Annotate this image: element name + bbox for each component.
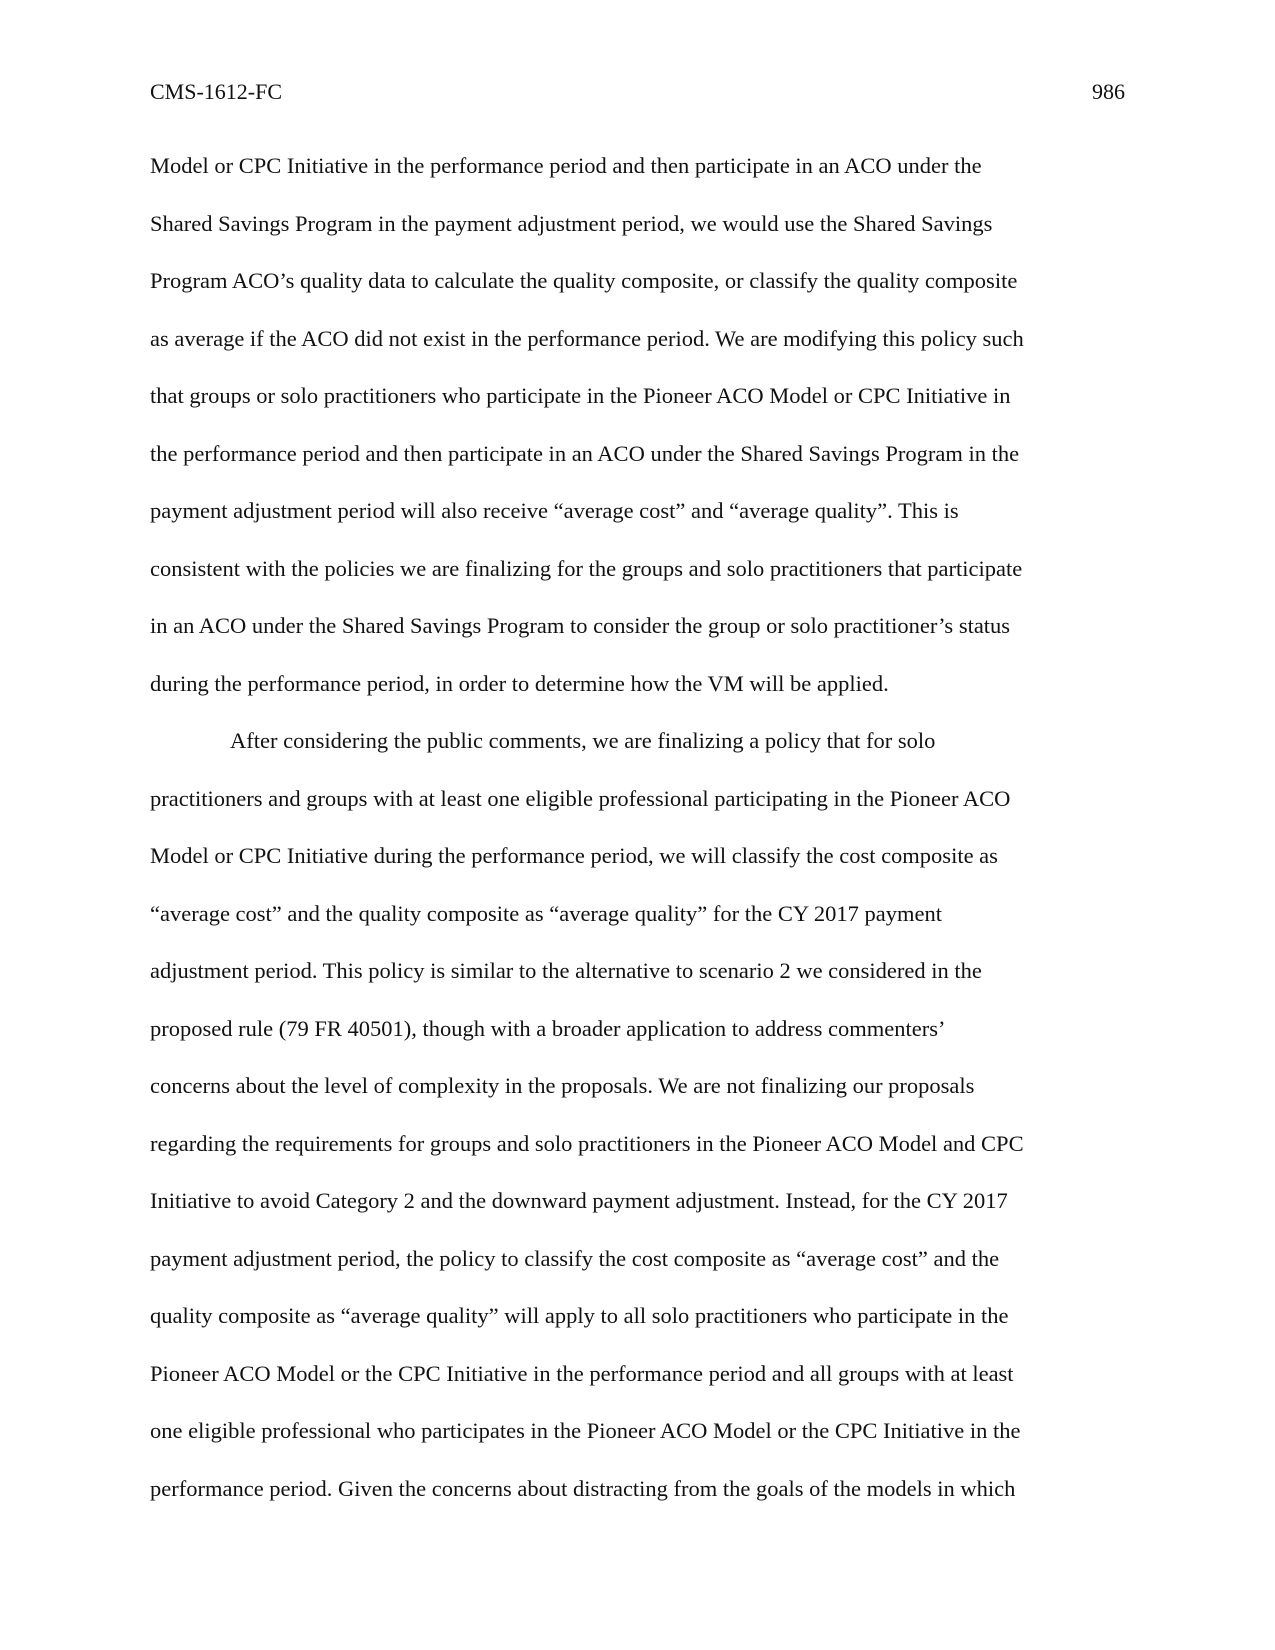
text-line: Model or CPC Initiative in the performance period and then participate in an ACO under the [150,153,982,178]
text-line: that groups or solo practitioners who participate in the Pioneer ACO Model or CPC Initiative in [150,383,1011,408]
text-line: performance period. Given the concerns about distracting from the goals of the models in which [150,1475,1016,1501]
text-line: Initiative to avoid Category 2 and the downward payment adjustment. Instead, for the CY 2017 [150,1188,1008,1213]
text-line: quality composite as “average quality” will apply to all solo practitioners who participate in the [150,1303,1009,1328]
text-line: regarding the requirements for groups and solo practitioners in the Pioneer ACO Model and CPC [150,1130,1024,1156]
page-header [150,72,1125,112]
text-line: Program ACO’s quality data to calculate the quality composite, or classify the quality composite [150,268,1018,293]
text-line: in an ACO under the Shared Savings Program to consider the group or solo practitioner’s status [150,613,1011,638]
text-line: the performance period and then participate in an ACO under the Shared Savings Program in the [150,440,1020,466]
text-line: payment adjustment period will also receive “average cost” and “average quality”. This is [150,498,959,523]
text-line: concerns about the level of complexity in the proposals. We are not finalizing our proposals [150,1073,975,1098]
text-line: Pioneer ACO Model or the CPC Initiative in the performance period and all groups with at least [150,1360,1014,1386]
text-line: adjustment period. This policy is similar to the alternative to scenario 2 we considered in the [150,958,982,983]
document-id: CMS-1612-FC [150,79,283,104]
page-number: 986 [1092,79,1125,104]
text-line: practitioners and groups with at least one eligible professional participating in the Pioneer ACO [150,785,1011,811]
paragraph-first-line: After considering the public comments, we are finalizing a policy that for solo [230,728,936,753]
text-line: one eligible professional who participates in the Pioneer ACO Model or the CPC Initiative in the [150,1418,1021,1443]
text-line: Model or CPC Initiative during the performance period, we will classify the cost composite as [150,843,998,868]
text-line: as average if the ACO did not exist in the performance period. We are modifying this policy such [150,325,1024,351]
text-line: proposed rule (79 FR 40501), though with a broader application to address commenters’ [150,1015,946,1041]
text-line: “average cost” and the quality composite as “average quality” for the CY 2017 payment [150,900,942,926]
text-line: Shared Savings Program in the payment adjustment period, we would use the Shared Savings [150,210,993,236]
text-line: consistent with the policies we are finalizing for the groups and solo practitioners that participate [150,555,1023,581]
text-line: payment adjustment period, the policy to classify the cost composite as “average cost” and the [150,1245,1000,1271]
text-line: during the performance period, in order to determine how the VM will be applied. [150,670,889,696]
body-text [150,137,1125,1517]
